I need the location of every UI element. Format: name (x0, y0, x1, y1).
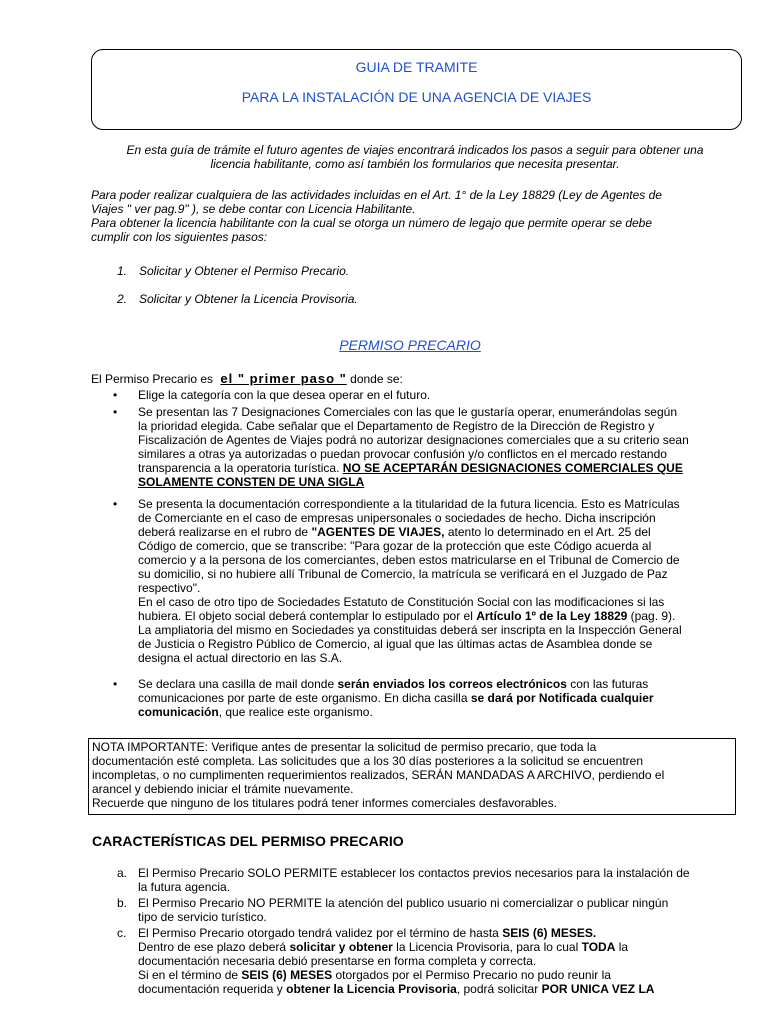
list-item (138, 926, 732, 996)
title-line-1: GUIA DE TRAMITE (355, 59, 478, 75)
list-line: Dentro de ese plazo deberá (138, 940, 287, 954)
intro-line: En esta guía de trámite el futuro agentes de viajes encontrará indicados los pasos a seguir para obtener una (126, 143, 704, 157)
nota-line: documentación esté completa. Las solicitudes que a los 30 días posteriores a la solicitud se encuentren (92, 754, 643, 768)
list-line: documentación necesaria debió presentarse en forma completa y correcta. (138, 954, 537, 968)
bullet-icon: • (113, 677, 118, 691)
bullet-line: En el caso de otro tipo de Sociedades Estatuto de Constitución Social con las modificaciones si las (138, 595, 665, 609)
list-line: tipo de servicio turístico. (138, 910, 267, 924)
nota-line: arancel y debiendo iniciar el trámite nuevamente. (92, 782, 354, 796)
bullet-line: de Comerciante en el caso de empresas unipersonales o sociedades de hecho. Dicha inscripción (138, 511, 656, 525)
bullet-icon: • (113, 497, 118, 511)
bullet-line: deberá realizarse en el rubro de (138, 525, 309, 539)
permiso-lead (91, 372, 403, 386)
primer-paso: el " primer paso " (220, 371, 347, 386)
para-line: Para poder realizar cualquiera de las actividades incluidas en el Art. 1° de la Ley 18829 (Ley de Agentes de (91, 188, 662, 202)
bullet-line: su domicilio, si no hubiere allí Tribunal de Comercio, la matrícula se verificará en el Juzgado de Paz (138, 567, 668, 581)
bullet-line: hubiera. El objeto social deberá contemplar lo estipulado por el (138, 609, 473, 623)
bullet-item: Elige la categoría con la que desea operar en el futuro. (138, 388, 431, 402)
intro-paragraph (100, 143, 730, 171)
bold-text: se dará por Notificada cualquier (470, 691, 654, 705)
bullet-line: Se presentan las 7 Designaciones Comerciales con las que le gustaría operar, enumerándolas según (138, 405, 677, 419)
list-line: la (615, 940, 629, 954)
bold-text: TODA (581, 940, 616, 954)
bold-text: SEIS (6) MESES (241, 968, 333, 982)
title-line-2: PARA LA INSTALACIÓN DE UNA AGENCIA DE VIAJES (241, 89, 592, 105)
bullet-line: Código de comercio, que se transcribe: "Para gozar de la protección que este Código acuerda al (138, 539, 652, 553)
bullet-line: Fiscalización de Agentes de Viajes podrá no autorizar designaciones comerciales que a su criterio sean (138, 433, 689, 447)
intro-line: licencia habilitante, como así también los formularios que necesita presentar. (210, 157, 620, 171)
bold-text: serán enviados los correos electrónicos (337, 677, 567, 691)
list-marker: b. (117, 896, 128, 910)
bullet-line: comercio y a la persona de los comerciantes, deben estos matricularse en el Tribunal de Comercio de (138, 553, 680, 567)
bullet-line: Se declara una casilla de mail donde (138, 677, 335, 691)
warning-text: SOLAMENTE CONSTEN DE UNA SIGLA (138, 475, 365, 489)
list-line: la Licencia Provisoria, para lo cual (392, 940, 579, 954)
bullet-line: similares a otras ya autorizadas o puedan provocar confusión y/o conflictos en el mercado restando (138, 447, 667, 461)
bold-text: comunicación (138, 705, 219, 719)
step-number: 1. (117, 264, 128, 278)
step-number: 2. (117, 292, 128, 306)
bullet-line: con las futuras (566, 677, 649, 691)
warning-text: NO SE ACEPTARÁN DESIGNACIONES COMERCIALES QUE (342, 461, 683, 475)
nota-line: NOTA IMPORTANTE: Verifique antes de presentar la solicitud de permiso precario, que toda la (92, 740, 597, 754)
list-line: El Permiso Precario NO PERMITE la atención del publico usuario ni comercializar o publicar ningún (138, 896, 669, 910)
nota-importante-box (88, 738, 736, 815)
bullet-line: comunicaciones por parte de este organismo. En dicha casilla (138, 691, 468, 705)
section-title-permiso: PERMISO PRECARIO (339, 337, 481, 353)
bold-text: SEIS (6) MESES. (502, 926, 597, 940)
bold-text: "AGENTES DE VIAJES, (311, 525, 445, 539)
bullet-line: de Justicia o Registro Público de Comercio, al igual que las últimas actas de Asamblea donde se (138, 637, 653, 651)
list-line: la futura agencia. (138, 880, 231, 894)
bullet-line: atento lo determinado en el Art. 25 del (444, 525, 651, 539)
title-box (91, 49, 742, 130)
lead-end: donde se: (350, 372, 403, 386)
list-marker: c. (117, 926, 127, 940)
bullet-line: Se presenta la documentación correspondiente a la titularidad de la futura licencia. Esto es Matrículas (138, 497, 680, 511)
bullet-line: designa el actual directorio en las S.A. (138, 651, 343, 665)
requirements-paragraph (91, 188, 741, 244)
bullet-icon: • (113, 405, 118, 419)
nota-line: Recuerde que ninguno de los titulares podrá tener informes comerciales desfavorables. (92, 796, 557, 810)
step-text: Solicitar y Obtener el Permiso Precario. (139, 264, 350, 278)
bullet-line: (pag. 9). (627, 609, 676, 623)
bold-text: Artículo 1º de la Ley 18829 (476, 609, 628, 623)
section-title-caracteristicas: CARACTERÍSTICAS DEL PERMISO PRECARIO (92, 833, 404, 849)
bold-text: solicitar y obtener (289, 940, 393, 954)
list-item (138, 896, 732, 924)
bullet-item (138, 405, 732, 489)
list-line: documentación requerida y (138, 982, 283, 996)
list-line: , podrá solicitar (456, 982, 539, 996)
bullet-item (138, 677, 732, 719)
para-line: Para obtener la licencia habilitante con la cual se otorga un número de legajo que permite operar se debe (91, 216, 653, 230)
list-line: Si en el término de (138, 968, 239, 982)
para-line: cumplir con los siguientes pasos: (91, 230, 268, 244)
bullet-line: La ampliatoria del mismo en Sociedades ya constituidas deberá ser inscripta en la Inspección General (138, 623, 682, 637)
step-text: Solicitar y Obtener la Licencia Provisoria. (139, 292, 358, 306)
bullet-line: la prioridad elegida. Cabe señalar que el Departamento de Registro de la Dirección de Registro y (138, 419, 655, 433)
list-marker: a. (117, 866, 128, 880)
list-item (138, 866, 732, 894)
para-line: Viajes " ver pag.9" ), se debe contar con Licencia Habilitante. (91, 202, 416, 216)
nota-line: incompletas, o no cumplimenten requerimientos realizados, SERÁN MANDADAS A ARCHIVO, perdiendo el (92, 768, 665, 782)
bullet-line: respectivo". (138, 581, 201, 595)
bold-text: obtener la Licencia Provisoria (286, 982, 457, 996)
list-line: El Permiso Precario SOLO PERMITE establecer los contactos previos necesarios para la instalación de (138, 866, 690, 880)
step-item (117, 264, 349, 278)
bold-text: POR UNICA VEZ LA (541, 982, 655, 996)
bullet-icon: • (113, 388, 118, 402)
bullet-item (138, 497, 732, 665)
bullet-line: transparencia a la operatoria turística. (138, 461, 340, 475)
bullet-line: , que realice este organismo. (218, 705, 373, 719)
list-line: otorgados por el Permiso Precario no pudo reunir la (332, 968, 611, 982)
lead-text: El Permiso Precario es (91, 372, 214, 386)
list-line: El Permiso Precario otorgado tendrá validez por el término de hasta (138, 926, 499, 940)
step-item (117, 292, 358, 306)
